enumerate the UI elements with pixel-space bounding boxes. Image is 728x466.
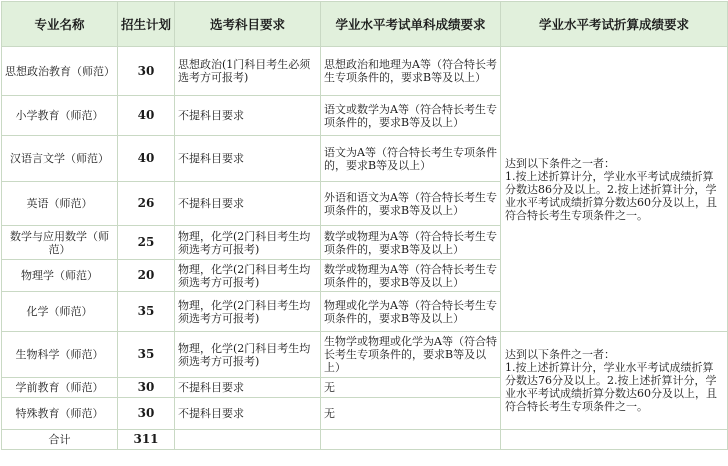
enrollment-plan: 35 <box>118 332 175 378</box>
header-single-score-requirement: 学业水平考试单科成绩要求 <box>321 2 501 47</box>
table-row <box>2 47 728 96</box>
total-label: 合计 <box>2 430 118 450</box>
major-name: 思想政治教育（师范） <box>2 47 118 96</box>
conversion-conditions: 1.按上述折算计分，学业水平考试成绩折算分数达86分及以上。2.按上述折算计分，学业水平考试成绩折算分数达60分及以上，且符合特长考生专项条件之一。 <box>505 169 717 222</box>
single-score-requirement: 思想政治和地理为A等（符合特长考生专项条件的，要求B等及以上） <box>321 47 501 96</box>
conversion-conditions: 1.按上述折算计分，学业水平考试成绩折算分数达76分及以上。2.按上述折算计分，学业水平考试成绩折算分数达60分及以上，且符合特长考生专项条件之一。 <box>505 361 717 413</box>
subject-requirement: 不提科目要求 <box>175 182 321 226</box>
major-name: 小学教育（师范） <box>2 96 118 136</box>
subject-requirement: 物理，化学(2门科目考生均须选考方可报考) <box>175 292 321 332</box>
header-row <box>2 2 728 47</box>
enrollment-plan: 20 <box>118 260 175 292</box>
major-name: 数学与应用数学（师范） <box>2 226 118 260</box>
enrollment-plan: 30 <box>118 398 175 430</box>
major-name: 汉语言文学（师范） <box>2 136 118 182</box>
major-name: 学前教育（师范） <box>2 378 118 398</box>
subject-requirement: 不提科目要求 <box>175 378 321 398</box>
single-score-requirement: 外语和语文为A等（符合特长考生专项条件的，要求B等及以上） <box>321 182 501 226</box>
single-score-requirement: 无 <box>321 398 501 430</box>
enrollment-plan: 25 <box>118 226 175 260</box>
major-name: 生物科学（师范） <box>2 332 118 378</box>
subject-requirement: 不提科目要求 <box>175 96 321 136</box>
single-score-requirement: 数学或物理为A等（符合特长考生专项条件的，要求B等及以上） <box>321 226 501 260</box>
conversion-requirement-group-2 <box>501 332 728 430</box>
enrollment-plan: 40 <box>118 136 175 182</box>
conversion-intro: 达到以下条件之一者： <box>505 156 615 170</box>
admission-requirements-table <box>1 1 728 450</box>
major-name: 特殊教育（师范） <box>2 398 118 430</box>
header-converted-score-requirement: 学业水平考试折算成绩要求 <box>501 2 728 47</box>
table-row <box>2 332 728 378</box>
subject-requirement: 物理，化学(2门科目考生均须选考方可报考) <box>175 226 321 260</box>
enrollment-plan: 30 <box>118 47 175 96</box>
enrollment-plan: 26 <box>118 182 175 226</box>
subject-requirement: 不提科目要求 <box>175 398 321 430</box>
subject-requirement: 物理，化学(2门科目考生均须选考方可报考) <box>175 332 321 378</box>
major-name: 物理学（师范） <box>2 260 118 292</box>
header-subject-requirement: 选考科目要求 <box>175 2 321 47</box>
major-name: 英语（师范） <box>2 182 118 226</box>
single-score-requirement: 无 <box>321 378 501 398</box>
major-name: 化学（师范） <box>2 292 118 332</box>
single-score-requirement: 物理或化学为A等（符合特长考生专项条件的，要求B等及以上） <box>321 292 501 332</box>
subject-requirement: 不提科目要求 <box>175 136 321 182</box>
enrollment-plan: 30 <box>118 378 175 398</box>
enrollment-plan: 40 <box>118 96 175 136</box>
conversion-intro: 达到以下条件之一者： <box>505 348 615 361</box>
header-plan: 招生计划 <box>118 2 175 47</box>
single-score-requirement: 数学或物理为A等（符合特长考生专项条件的，要求B等及以上） <box>321 260 501 292</box>
single-score-requirement: 生物学或物理或化学为A等（符合特长考生专项条件的，要求B等及以上） <box>321 332 501 378</box>
empty-cell <box>501 430 728 450</box>
empty-cell <box>175 430 321 450</box>
single-score-requirement: 语文或数学为A等（符合特长考生专项条件的，要求B等及以上） <box>321 96 501 136</box>
header-major: 专业名称 <box>2 2 118 47</box>
enrollment-plan: 35 <box>118 292 175 332</box>
total-value: 311 <box>118 430 175 450</box>
subject-requirement: 物理，化学(2门科目考生均须选考方可报考) <box>175 260 321 292</box>
empty-cell <box>321 430 501 450</box>
single-score-requirement: 语文为A等（符合特长考生专项条件的，要求B等及以上） <box>321 136 501 182</box>
conversion-requirement-group-1 <box>501 47 728 332</box>
total-row <box>2 430 728 450</box>
subject-requirement: 思想政治(1门科目考生必须选考方可报考) <box>175 47 321 96</box>
